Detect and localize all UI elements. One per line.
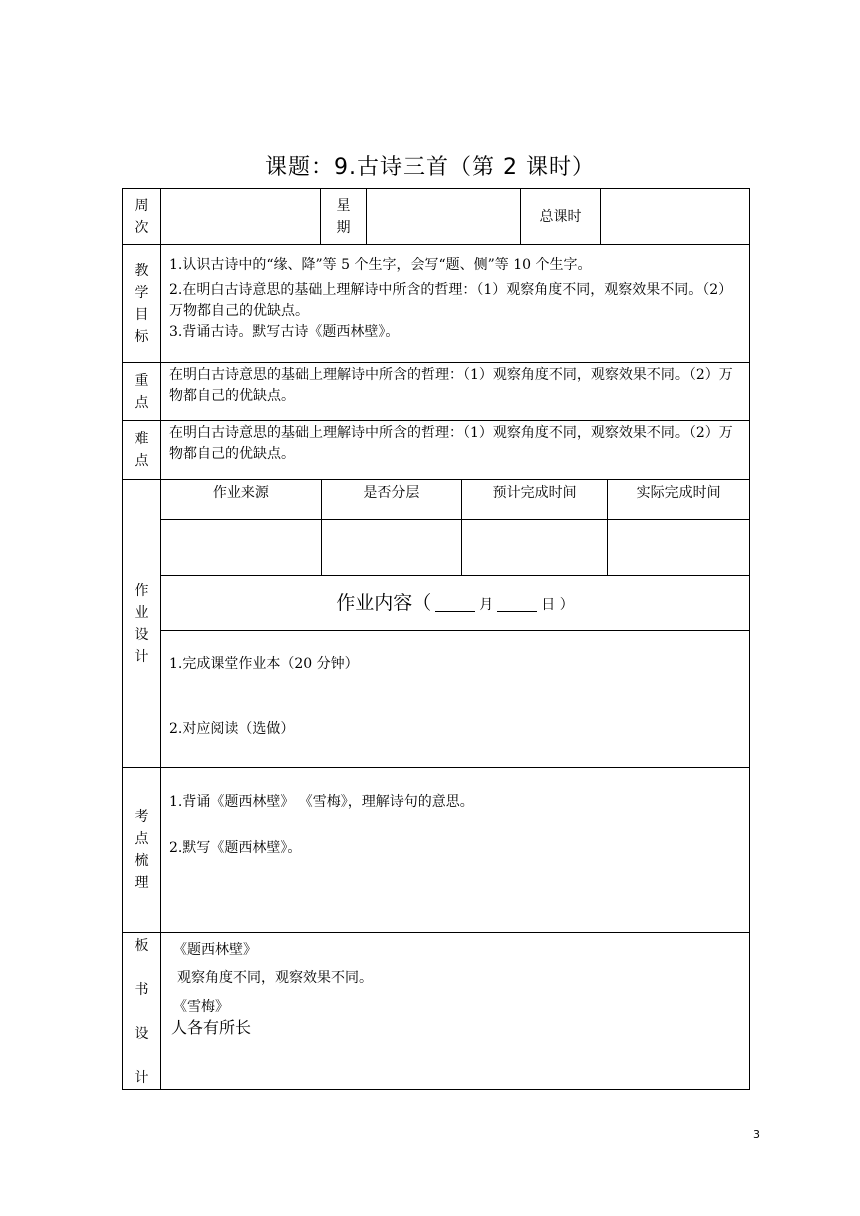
weekday-value-cell[interactable] xyxy=(367,189,521,245)
review-item: 2.默写《题西林壁》。 xyxy=(169,840,302,856)
column-header: 作业来源 xyxy=(161,480,321,519)
total-hours-value-cell[interactable] xyxy=(601,189,750,245)
difficulties-content xyxy=(161,421,750,480)
column-header: 实际完成时间 xyxy=(608,480,749,519)
label-char: 计 xyxy=(134,1070,149,1086)
label-char: 梳 xyxy=(134,853,149,869)
board-line: 人各有所长 xyxy=(171,1018,252,1037)
label-char: 计 xyxy=(134,648,149,665)
difficulties-row xyxy=(123,421,750,480)
homework-item: 2.对应阅读（选做） xyxy=(169,720,295,737)
homework-content-heading xyxy=(161,576,749,631)
key-points-content xyxy=(161,363,750,421)
homework-item: 1.完成课堂作业本（20 分钟） xyxy=(169,655,359,672)
label-char: 设 xyxy=(134,1026,149,1042)
board-content xyxy=(161,933,750,1090)
label-char: 书 xyxy=(134,982,149,998)
homework-table xyxy=(161,480,749,576)
day-label: 日 ） xyxy=(541,596,574,613)
day-blank[interactable] xyxy=(497,595,537,612)
label-char: 作 xyxy=(134,582,149,599)
review-content xyxy=(161,768,750,933)
homework-content xyxy=(161,480,750,768)
board-line: 《题西林壁》 xyxy=(173,942,257,958)
label-char: 教 xyxy=(134,262,149,279)
goals-content xyxy=(161,245,750,363)
page-title: 课题：9.古诗三首（第 2 课时） xyxy=(265,155,595,180)
goal-item: 3.背诵古诗。默写古诗《题西林壁》。 xyxy=(169,324,400,340)
label-char: 难 xyxy=(134,431,149,447)
board-label xyxy=(123,933,161,1090)
board-row xyxy=(123,933,750,1090)
homework-estimated-time-cell[interactable] xyxy=(462,519,608,575)
total-hours-label: 总课时 xyxy=(521,189,601,245)
weekday-label xyxy=(321,189,367,245)
goals-label xyxy=(123,245,161,363)
label-char: 点 xyxy=(134,453,149,469)
difficulties-text: 在明白古诗意思的基础上理解诗中所含的哲理：（1）观察角度不同，观察效果不同。（2）万物都自己的优缺点。 xyxy=(169,425,733,462)
content-title: 作业内容（ xyxy=(336,591,432,614)
homework-layered-cell[interactable] xyxy=(321,519,461,575)
review-item: 1.背诵《题西林壁》 《雪梅》，理解诗句的意思。 xyxy=(169,794,474,810)
homework-label xyxy=(123,480,161,768)
week-label xyxy=(123,189,161,245)
label-char: 业 xyxy=(134,604,149,621)
homework-actual-time-cell[interactable] xyxy=(608,519,749,575)
goals-row xyxy=(123,245,750,363)
label-char: 目 xyxy=(134,306,149,323)
label-char: 点 xyxy=(134,831,149,847)
header-row xyxy=(123,189,750,245)
column-header: 预计完成时间 xyxy=(462,480,608,519)
label-char: 理 xyxy=(134,875,149,891)
homework-row xyxy=(123,480,750,768)
column-header: 是否分层 xyxy=(321,480,461,519)
label-char: 设 xyxy=(134,626,149,643)
label-char: 点 xyxy=(134,394,149,411)
goal-item: 2.在明白古诗意思的基础上理解诗中所含的哲理：（1）观察角度不同，观察效果不同。（2）万物都自己的优缺点。 xyxy=(169,282,733,319)
label-char: 标 xyxy=(134,328,149,345)
label-char: 星 xyxy=(336,197,351,214)
label-char: 重 xyxy=(134,372,149,389)
goal-item: 1.认识古诗中的“缘、降”等 5 个生字，会写“题、侧”等 10 个生字。 xyxy=(169,257,592,273)
board-line: 观察角度不同，观察效果不同。 xyxy=(177,970,373,986)
key-points-row xyxy=(123,363,750,421)
key-points-label xyxy=(123,363,161,421)
difficulties-label xyxy=(123,421,161,480)
review-row xyxy=(123,768,750,933)
review-label xyxy=(123,768,161,933)
board-line: 《雪梅》 xyxy=(173,999,229,1015)
month-label: 月 xyxy=(479,596,494,613)
lesson-plan-table xyxy=(122,188,750,1090)
label-char: 期 xyxy=(336,219,351,236)
page-number: 3 xyxy=(753,1128,760,1141)
label-char: 板 xyxy=(134,938,149,954)
label-char: 次 xyxy=(134,219,149,236)
label-char: 考 xyxy=(134,809,149,825)
label-char: 学 xyxy=(134,284,149,301)
month-blank[interactable] xyxy=(435,595,475,612)
label-char: 周 xyxy=(134,197,149,214)
key-points-text: 在明白古诗意思的基础上理解诗中所含的哲理：（1）观察角度不同，观察效果不同。（2）万物都自己的优缺点。 xyxy=(169,367,733,404)
week-value-cell[interactable] xyxy=(161,189,321,245)
homework-source-cell[interactable] xyxy=(161,519,321,575)
